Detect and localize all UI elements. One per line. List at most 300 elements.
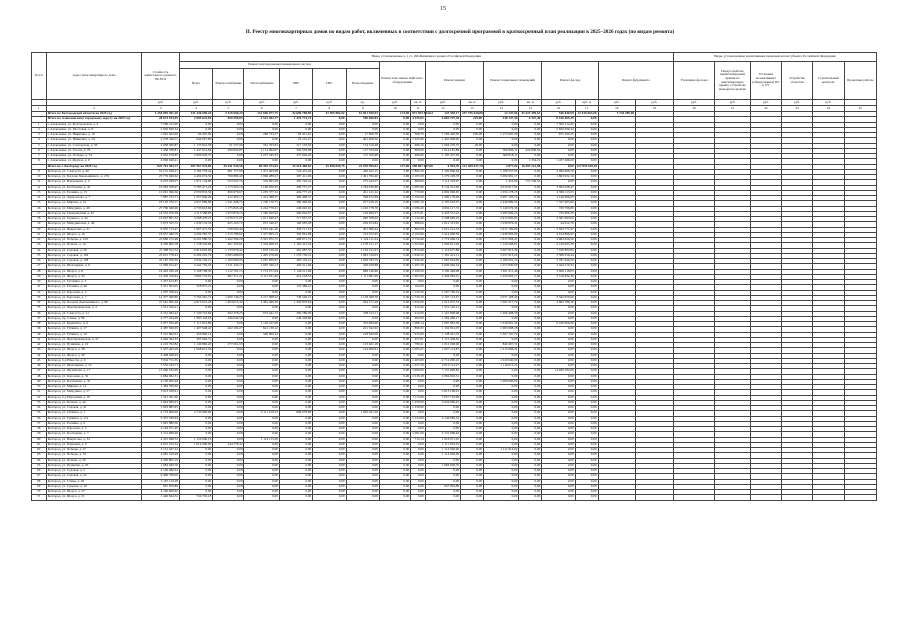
- row-value: 0,00: [279, 406, 312, 411]
- row-value: 3 002 028,47: [542, 185, 575, 190]
- row-value: 0,00: [313, 290, 346, 295]
- row-value: 0,00: [279, 127, 312, 132]
- row-value: 913,00: [411, 332, 426, 337]
- group-subject-header: Виды, установленные нормативным правовым актом субъекта Российской Федерации: [673, 53, 876, 62]
- row-value: 0,00: [313, 185, 346, 190]
- col-facade-header: Ремонт фасада: [542, 62, 598, 100]
- row-value: 7 566 212,00: [542, 122, 575, 127]
- row-value: 0,00: [461, 243, 484, 248]
- row-value: 0,00: [461, 432, 484, 437]
- row-value: 0,00: [484, 463, 519, 468]
- row-value: 4 081 229,48: [142, 453, 180, 458]
- row-value: 0,00: [519, 385, 542, 390]
- row-value: 1 016 071,10: [425, 437, 460, 442]
- row-value: 61 851 590,91: [346, 112, 379, 117]
- row-value: 1 321 261,66: [142, 395, 180, 400]
- row-value: 0,00: [542, 364, 575, 369]
- row-value: 0,00: [484, 395, 519, 400]
- row-number: 55: [32, 411, 47, 416]
- row-value: 0,00: [379, 385, 410, 390]
- row-value: 0,00: [313, 222, 346, 227]
- row-value: 1 551 520,21: [142, 306, 180, 311]
- row-value: 0,00: [575, 332, 598, 337]
- row-value: 0,00: [519, 353, 542, 358]
- row-value: 2 982,10: [412, 200, 424, 205]
- row-value: 0,00: [484, 369, 519, 374]
- row-value: 0,00: [313, 306, 346, 311]
- row-value: 0,00: [379, 406, 410, 411]
- row-value: 1 684 040,76: [425, 463, 460, 468]
- row-value: 0,00: [279, 306, 312, 311]
- row-value: 0,00: [313, 348, 346, 353]
- row-value: 0,00: [313, 421, 346, 426]
- row-value: 0,00: [213, 411, 244, 416]
- row-number: 13: [32, 190, 47, 195]
- row-value: 0,00: [575, 390, 598, 395]
- row-value: 0,00: [519, 390, 542, 395]
- row-number: 66: [32, 469, 47, 474]
- row-value: 0,00: [379, 332, 410, 337]
- row-value: 42 686 788,89: [279, 112, 312, 117]
- row-value: 0,00: [575, 348, 598, 353]
- row-value: 912,00: [411, 306, 426, 311]
- row-value: 0,00: [461, 169, 484, 174]
- row-value: 0,00: [519, 211, 542, 216]
- row-value: 0,00: [213, 474, 244, 479]
- row-address: Белгород, ул. Попова, д. 26: [46, 458, 142, 463]
- row-value: 0,00: [313, 175, 346, 180]
- row-value: 187 567 975,89: [179, 164, 212, 169]
- row-value: 2 734,40: [412, 237, 424, 242]
- row-value: 0,00: [313, 358, 346, 363]
- row-value: 0,00: [379, 133, 410, 138]
- row-value: 0,00: [244, 369, 279, 374]
- row-number: 48: [32, 374, 47, 379]
- row-value: 1 390 920,92: [244, 211, 279, 216]
- row-value: 7 657 752,00: [425, 395, 460, 400]
- row-number: 8: [32, 159, 47, 164]
- row-value: 0,00: [179, 427, 212, 432]
- row-value: 338 413,11: [346, 311, 379, 316]
- row-address: Белгород, ул. Пушкина, д. 10: [46, 343, 142, 348]
- row-value: 0,00: [279, 348, 312, 353]
- row-value: 0,00: [425, 458, 460, 463]
- row-value: 0,00: [575, 484, 598, 489]
- row-value: 204 171,28: [346, 301, 379, 306]
- row-value: 0,00: [313, 117, 346, 122]
- row-address: Белгород, ул. Мичуринская, д. 46: [46, 222, 142, 227]
- row-number: 67: [32, 474, 47, 479]
- row-number: 21: [32, 232, 47, 237]
- row-value: 18 120 570,17: [142, 201, 180, 206]
- row-value: 4 001 232,34: [142, 442, 180, 447]
- row-value: 0,00: [244, 400, 279, 405]
- row-value: 0,00: [179, 159, 212, 164]
- row-value: 1 114 040,00: [425, 453, 460, 458]
- row-address: Белгород, ул. Некрасова, д. 34: [46, 437, 142, 442]
- row-value: 0,00: [244, 395, 279, 400]
- row-value: 22 610 663,00: [575, 112, 598, 117]
- row-value: 0,00: [346, 379, 379, 384]
- row-value: 0,00: [519, 269, 542, 274]
- row-value: 0,00: [379, 411, 410, 416]
- row-number: 23: [32, 243, 47, 248]
- row-value: 19 493 180,18: [142, 269, 180, 274]
- row-value: 121 309 037,70: [462, 163, 483, 168]
- row-value: 0,00: [484, 127, 519, 132]
- row-address: Белгород, ул. Губкина, д. 17а: [46, 416, 142, 421]
- row-value: 2 184 776,44: [179, 169, 212, 174]
- row-value: 0,00: [542, 453, 575, 458]
- row-value: 0,00: [279, 442, 312, 447]
- row-value: 1 917 100,09: [484, 227, 519, 232]
- row-value: 0,00: [519, 448, 542, 453]
- row-number: 34: [32, 301, 47, 306]
- row-value: 1 028 183,79: [346, 259, 379, 264]
- row-value: 650 299,83: [213, 117, 244, 122]
- row-value: 0,00: [542, 143, 575, 148]
- row-value: 0,00: [313, 211, 346, 216]
- row-value: 0,00: [279, 495, 312, 500]
- row-value: 0,00: [542, 280, 575, 285]
- row-value: 0,00: [213, 432, 244, 437]
- unit-cell: руб.: [313, 100, 346, 106]
- row-value: 0,00: [575, 222, 598, 227]
- row-number: 57: [32, 421, 47, 426]
- row-address: Белгород, ул. Пушкина, д. 20: [46, 463, 142, 468]
- row-value: 0,00: [313, 374, 346, 379]
- row-value: 0,00: [519, 463, 542, 468]
- row-value: 0,00: [575, 154, 598, 159]
- row-value: 0,00: [519, 379, 542, 384]
- row-value: 0,00: [379, 458, 410, 463]
- row-value: 0,00: [575, 379, 598, 384]
- row-value: 0,00: [244, 127, 279, 132]
- row-value: 0,00: [379, 343, 410, 348]
- row-value: 0,00: [213, 395, 244, 400]
- row-value: 0,00: [346, 390, 379, 395]
- row-value: 0,00: [575, 201, 598, 206]
- row-value: 0,00: [213, 332, 244, 337]
- row-value: 0,00: [519, 369, 542, 374]
- row-value: 0,00: [313, 416, 346, 421]
- row-value: 1 163 412,32: [279, 243, 312, 248]
- row-value: 446 441,15: [346, 169, 379, 174]
- row-value: 221 542,92: [346, 327, 379, 332]
- row-value: 0,00: [425, 285, 460, 290]
- row-value: 0,00: [346, 290, 379, 295]
- row-value: 3 097 102,74: [484, 196, 519, 201]
- row-value: 0,00: [379, 358, 410, 363]
- row-value: 0,00: [213, 385, 244, 390]
- row-value: 0,00: [313, 411, 346, 416]
- row-address: Белгород, ул. Щорса, д. 49: [46, 353, 142, 358]
- row-value: 15 436 516,64: [142, 274, 180, 279]
- row-value: 5 414 900,39: [425, 232, 460, 237]
- row-value: 3 114 318,67: [425, 180, 460, 185]
- row-value: 0,00: [519, 406, 542, 411]
- row-value: 21 561 495,26: [142, 301, 180, 306]
- row-value: 2,00: [379, 185, 410, 190]
- row-value: 1 111 919,22: [425, 442, 460, 447]
- row-value: 1 126 568,01: [484, 243, 519, 248]
- row-value: 0,00: [313, 190, 346, 195]
- row-value: 2 120 933,38: [542, 243, 575, 248]
- row-value: 1 116 011,21: [484, 364, 519, 369]
- row-value: 131 660 077,75: [244, 112, 279, 117]
- row-address: Белгород, ул. Губкина, д. 1: [46, 411, 142, 416]
- row-value: 0,00: [575, 479, 598, 484]
- row-value: 0,00: [244, 343, 279, 348]
- row-value: 1 108 557,03: [484, 169, 519, 174]
- row-value: 1 464 015,42: [213, 301, 244, 306]
- registry-table: [31, 52, 877, 501]
- row-value: 0,00: [542, 379, 575, 384]
- row-value: 2 111 419,53: [244, 411, 279, 416]
- row-value: 123 461,18: [346, 343, 379, 348]
- row-value: 1 684 040,76: [142, 463, 180, 468]
- row-number: 2: [32, 127, 47, 132]
- row-value: 0,00: [484, 427, 519, 432]
- unit-cell: кв. м: [519, 100, 542, 106]
- row-value: 0,00: [313, 390, 346, 395]
- row-value: 3 444 519,33: [542, 264, 575, 269]
- row-value: 0,00: [313, 332, 346, 337]
- row-value: 0,00: [425, 421, 460, 426]
- row-value: 154 516,48: [346, 143, 379, 148]
- row-address: Белгород, ул. Костюкова, д. 32: [46, 379, 142, 384]
- row-value: 0,00: [213, 122, 244, 127]
- row-value: 4 816 603,69: [179, 248, 212, 253]
- row-value: 0,00: [244, 479, 279, 484]
- row-value: 0,00: [575, 369, 598, 374]
- row-value: 530 000,40: [213, 227, 244, 232]
- row-number: 58: [32, 427, 47, 432]
- row-value: 0,00: [519, 416, 542, 421]
- row-value: 4 415 848,52: [142, 437, 180, 442]
- row-value: 0,00: [411, 127, 426, 132]
- row-value: 0,00: [575, 243, 598, 248]
- row-value: 0,00: [461, 211, 484, 216]
- row-value: 0,00: [461, 301, 484, 306]
- row-value: 0,00: [411, 458, 426, 463]
- row-value: 0,00: [461, 348, 484, 353]
- row-value: 0,00: [461, 285, 484, 290]
- row-value: 0,00: [575, 448, 598, 453]
- row-number: 63: [32, 453, 47, 458]
- row-value: 0,00: [379, 196, 410, 201]
- row-value: 1 907 471,59: [179, 227, 212, 232]
- row-value: 2 650 636,34: [142, 127, 180, 132]
- index-cell: 11: [411, 106, 426, 112]
- row-address: Белгород, б-р Народный, д. 76: [46, 395, 142, 400]
- row-value: 0,00: [179, 358, 212, 363]
- row-address: Белгород, ул. Мичурина, д. 57: [46, 390, 142, 395]
- col-nodes-header: Установка коллективных (общедомовых) ПУ и УУ: [750, 62, 781, 100]
- row-value: 0,00: [575, 206, 598, 211]
- row-value: 0,00: [484, 484, 519, 489]
- row-value: 424 839,59: [519, 148, 542, 153]
- row-value: 0,00: [425, 474, 460, 479]
- row-value: 0,00: [313, 379, 346, 384]
- row-value: 1 315 780,62: [213, 232, 244, 237]
- row-value: 18 057 480,79: [142, 232, 180, 237]
- row-value: 0,00: [575, 337, 598, 342]
- row-value: 0,00: [411, 442, 426, 447]
- row-value: 0,00: [279, 416, 312, 421]
- row-value: 0,00: [213, 463, 244, 468]
- row-value: 4 150 000,46: [142, 379, 180, 384]
- col-hvs-header: ХВС: [279, 69, 312, 100]
- row-value: 0,00: [244, 463, 279, 468]
- row-value: 0,00: [346, 458, 379, 463]
- row-value: 0,00: [519, 222, 542, 227]
- row-address: г. Алексеевка, ул. Гоголя, д. 76: [46, 148, 142, 153]
- row-value: 0,00: [244, 122, 279, 127]
- row-value: 0,00: [346, 127, 379, 132]
- row-value: 0,00: [461, 248, 484, 253]
- row-address: Итого по г. Белгороду на 2025 год: [46, 164, 142, 169]
- row-value: 1 607,00: [412, 273, 424, 278]
- row-value: 1 001,00: [412, 431, 424, 436]
- row-number: 59: [32, 432, 47, 437]
- row-value: 0,00: [484, 442, 519, 447]
- row-value: 0,00: [575, 274, 598, 279]
- row-value: 0,00: [346, 364, 379, 369]
- row-value: 0,00: [179, 479, 212, 484]
- row-value: 1 090 011,94: [425, 243, 460, 248]
- row-number: 3: [32, 133, 47, 138]
- row-value: 2 190,50: [412, 268, 424, 273]
- row-address: Белгород, ул. Садовая, д. 41: [46, 406, 142, 411]
- row-value: 0,00: [575, 437, 598, 442]
- row-value: 1 476 774,74: [279, 117, 312, 122]
- row-value: 0,00: [519, 206, 542, 211]
- index-cell: 3: [142, 106, 180, 112]
- row-value: 0,00: [542, 343, 575, 348]
- row-value: 462 160,27: [213, 327, 244, 332]
- row-value: 0,00: [575, 248, 598, 253]
- row-value: 0,00: [519, 238, 542, 243]
- row-value: 0,00: [461, 217, 484, 222]
- row-value: 0,00: [179, 432, 212, 437]
- row-value: 0,00: [519, 348, 542, 353]
- row-value: 1 012 313,95: [425, 222, 460, 227]
- row-value: 0,00: [213, 479, 244, 484]
- group-law-header: Виды, установленные ч. 1 ст. 166 Жилищного кодекса Российской Федерации: [179, 53, 673, 62]
- unit-cell: руб.: [425, 100, 460, 106]
- unit-cell: руб.: [750, 100, 781, 106]
- row-address: Белгород, ул. Мирная, д. 14: [46, 385, 142, 390]
- row-value: 0,00: [379, 437, 410, 442]
- row-value: 1 811 911,46: [484, 269, 519, 274]
- row-value: 0,00: [279, 458, 312, 463]
- row-value: 0,00: [575, 180, 598, 185]
- row-number: 50: [32, 385, 47, 390]
- row-address: Белгород, ул. Губкина, д. 19: [46, 332, 142, 337]
- row-value: 0,00: [519, 232, 542, 237]
- row-value: 0,00: [379, 148, 410, 153]
- row-value: 677 916,16: [346, 201, 379, 206]
- row-number: 36: [32, 311, 47, 316]
- row-value: 1 003,27: [412, 347, 424, 352]
- row-address: Белгород, ул. 5 Августа, д. 40: [46, 169, 142, 174]
- row-value: 772 749,35: [519, 180, 542, 185]
- row-value: 0,00: [279, 395, 312, 400]
- row-value: 1 216 178,70: [346, 206, 379, 211]
- row-value: 0,00: [575, 127, 598, 132]
- row-value: 1 205 377,31: [244, 190, 279, 195]
- row-value: 0,00: [313, 316, 346, 321]
- row-value: 0,00: [542, 358, 575, 363]
- row-value: 0,00: [461, 453, 484, 458]
- row-value: 0,00: [542, 306, 575, 311]
- row-address: Белгород, ул. Попова, д. 44: [46, 400, 142, 405]
- row-value: 3 944 966,45: [425, 400, 460, 405]
- index-cell: 10: [379, 106, 410, 112]
- row-number: 17: [32, 211, 47, 216]
- row-value: 872 955 504,64: [412, 111, 433, 116]
- unit-cell: руб.: [636, 100, 674, 106]
- row-value: 1 405 278,28: [244, 253, 279, 258]
- row-value: 0,00: [313, 253, 346, 258]
- row-value: 1 063 998,28: [484, 327, 519, 332]
- row-address: Белгород, ул. Парковая, д. 9: [46, 442, 142, 447]
- row-value: 1 267,50: [412, 263, 424, 268]
- row-value: 0,00: [461, 327, 484, 332]
- row-value: 1 138 441,35: [425, 332, 460, 337]
- row-value: 0,00: [379, 138, 410, 143]
- row-value: 0,00: [542, 332, 575, 337]
- row-value: 0,00: [425, 385, 460, 390]
- row-value: 1 004 270,55: [425, 143, 460, 148]
- col-heat-header: Теплоснабжение: [244, 69, 279, 100]
- row-value: 2 613 905,81: [484, 217, 519, 222]
- row-value: 5 475 180,94: [142, 416, 180, 421]
- col-build-header: Строительный контроль: [813, 62, 844, 100]
- row-value: 0,00: [575, 306, 598, 311]
- row-value: 0,00: [575, 253, 598, 258]
- row-value: 0,00: [575, 122, 598, 127]
- row-number: 30: [32, 280, 47, 285]
- row-value: 3 301 872,75: [244, 238, 279, 243]
- row-number: 47: [32, 369, 47, 374]
- row-value: 0,00: [542, 164, 575, 169]
- row-value: 1 063 318,03: [346, 253, 379, 258]
- row-value: 0,00: [575, 432, 598, 437]
- row-value: 0,00: [542, 180, 575, 185]
- row-value: 350 539,88: [279, 148, 312, 153]
- row-value: 0,00: [244, 432, 279, 437]
- row-value: 0,00: [519, 253, 542, 258]
- row-value: 1 945 562,00: [142, 133, 180, 138]
- row-value: 0,00: [411, 495, 426, 500]
- row-value: 0,00: [379, 227, 410, 232]
- row-value: 0,00: [575, 364, 598, 369]
- row-value: 0,00: [313, 311, 346, 316]
- row-value: 1 410,90: [484, 180, 519, 185]
- row-value: 2 140 990,09: [542, 196, 575, 201]
- row-value: 0,00: [379, 301, 410, 306]
- row-value: 1 085,90: [412, 184, 424, 189]
- row-address: Белгород, ул. Щорса, д. 27: [46, 490, 142, 495]
- row-value: 0,00: [179, 353, 212, 358]
- row-value: 0,00: [484, 280, 519, 285]
- row-value: 5 191 862,01: [142, 332, 180, 337]
- row-value: 0,00: [542, 337, 575, 342]
- row-value: 0,00: [279, 337, 312, 342]
- row-value: 0,00: [346, 484, 379, 489]
